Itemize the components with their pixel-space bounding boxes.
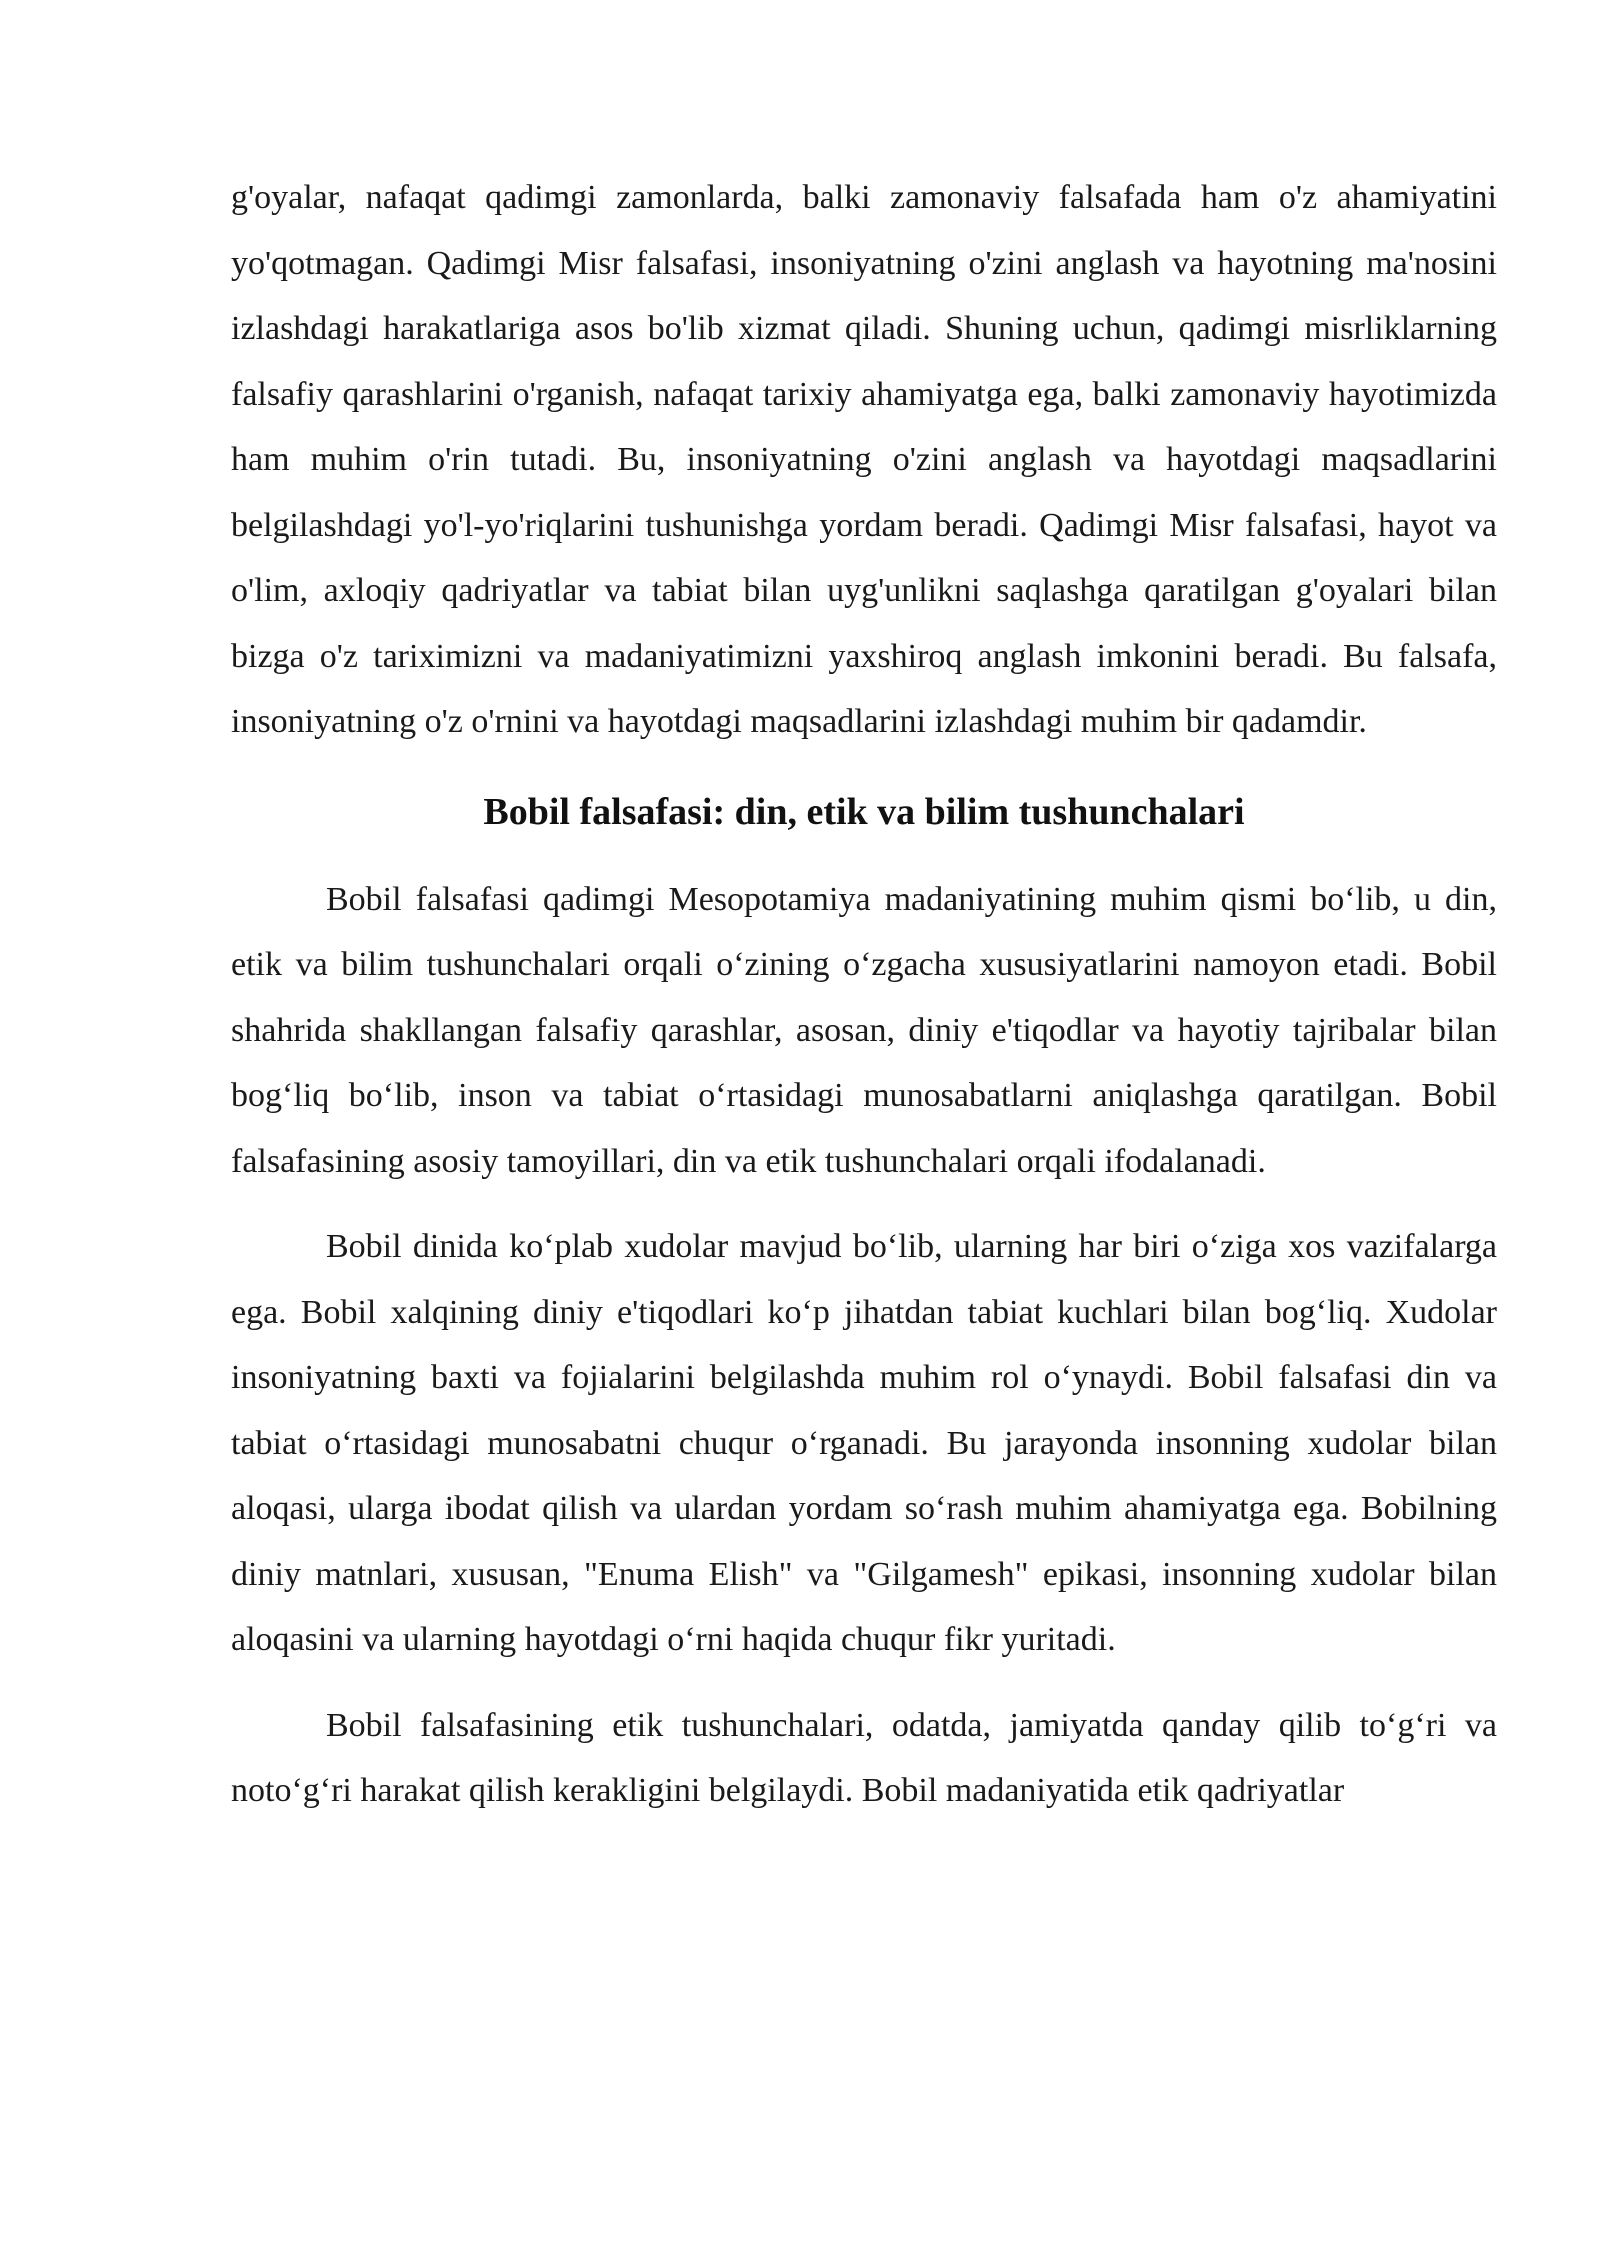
document-page bbox=[231, 165, 1497, 1824]
paragraph-egypt-conclusion: g'oyalar, nafaqat qadimgi zamonlarda, balki zamonaviy falsafada ham o'z ahamiyatini yo'qotmagan. Qadimgi Misr falsafasi, insoniyatning o'zini anglash va hayotning ma'nosini izlashdagi harakatlariga asos bo'lib xizmat qiladi. Shuning uchun, qadimgi misrliklarning falsafiy qarashlarini o'rganish, nafaqat tarixiy ahamiyatga ega, balki zamonaviy hayotimizda ham muhim o'rin tutadi. Bu, insoniyatning o'zini anglash va hayotdagi maqsadlarini belgilashdagi yo'l-yo'riqlarini tushunishga yordam beradi. Qadimgi Misr falsafasi, hayot va o'lim, axloqiy qadriyatlar va tabiat bilan uyg'unlikni saqlashga qaratilgan g'oyalari bilan bizga o'z tariximizni va madaniyatimizni yaxshiroq anglash imkonini beradi. Bu falsafa, insoniyatning o'z o'rnini va hayotdagi maqsadlarini izlashdagi muhim bir qadamdir. bbox=[231, 179, 1497, 740]
section-heading: Bobil falsafasi: din, etik va bilim tushunchalari bbox=[483, 790, 1245, 833]
paragraph-babylon-religion: Bobil dinida koʻplab xudolar mavjud boʻlib, ularning har biri oʻziga xos vazifalarga ega. Bobil xalqining diniy e'tiqodlari koʻp jihatdan tabiat kuchlari bilan bogʻliq. Xudolar insoniyatning baxti va fojialarini belgilashda muhim rol oʻynaydi. Bobil falsafasi din va tabiat oʻrtasidagi munosabatni chuqur oʻrganadi. Bu jarayonda insonning xudolar bilan aloqasi, ularga ibodat qilish va ulardan yordam soʻrash muhim ahamiyatga ega. Bobilning diniy matnlari, xususan, "Enuma Elish" va "Gilgamesh" epikasi, insonning xudolar bilan aloqasini va ularning hayotdagi oʻrni haqida chuqur fikr yuritadi. bbox=[231, 1228, 1497, 1658]
paragraph-babylon-ethics: Bobil falsafasining etik tushunchalari, odatda, jamiyatda qanday qilib toʻgʻri va notoʻgʻri harakat qilish kerakligini belgilaydi. Bobil madaniyatida etik qadriyatlar bbox=[231, 1706, 1497, 1809]
paragraph-babylon-intro: Bobil falsafasi qadimgi Mesopotamiya madaniyatining muhim qismi boʻlib, u din, etik va bilim tushunchalari orqali oʻzining oʻzgacha xususiyatlarini namoyon etadi. Bobil shahrida shakllangan falsafiy qarashlar, asosan, diniy e'tiqodlar va hayotiy tajribalar bilan bogʻliq boʻlib, inson va tabiat oʻrtasidagi munosabatlarni aniqlashga qaratilgan. Bobil falsafasining asosiy tamoyillari, din va etik tushunchalari orqali ifodalanadi. bbox=[231, 880, 1497, 1180]
